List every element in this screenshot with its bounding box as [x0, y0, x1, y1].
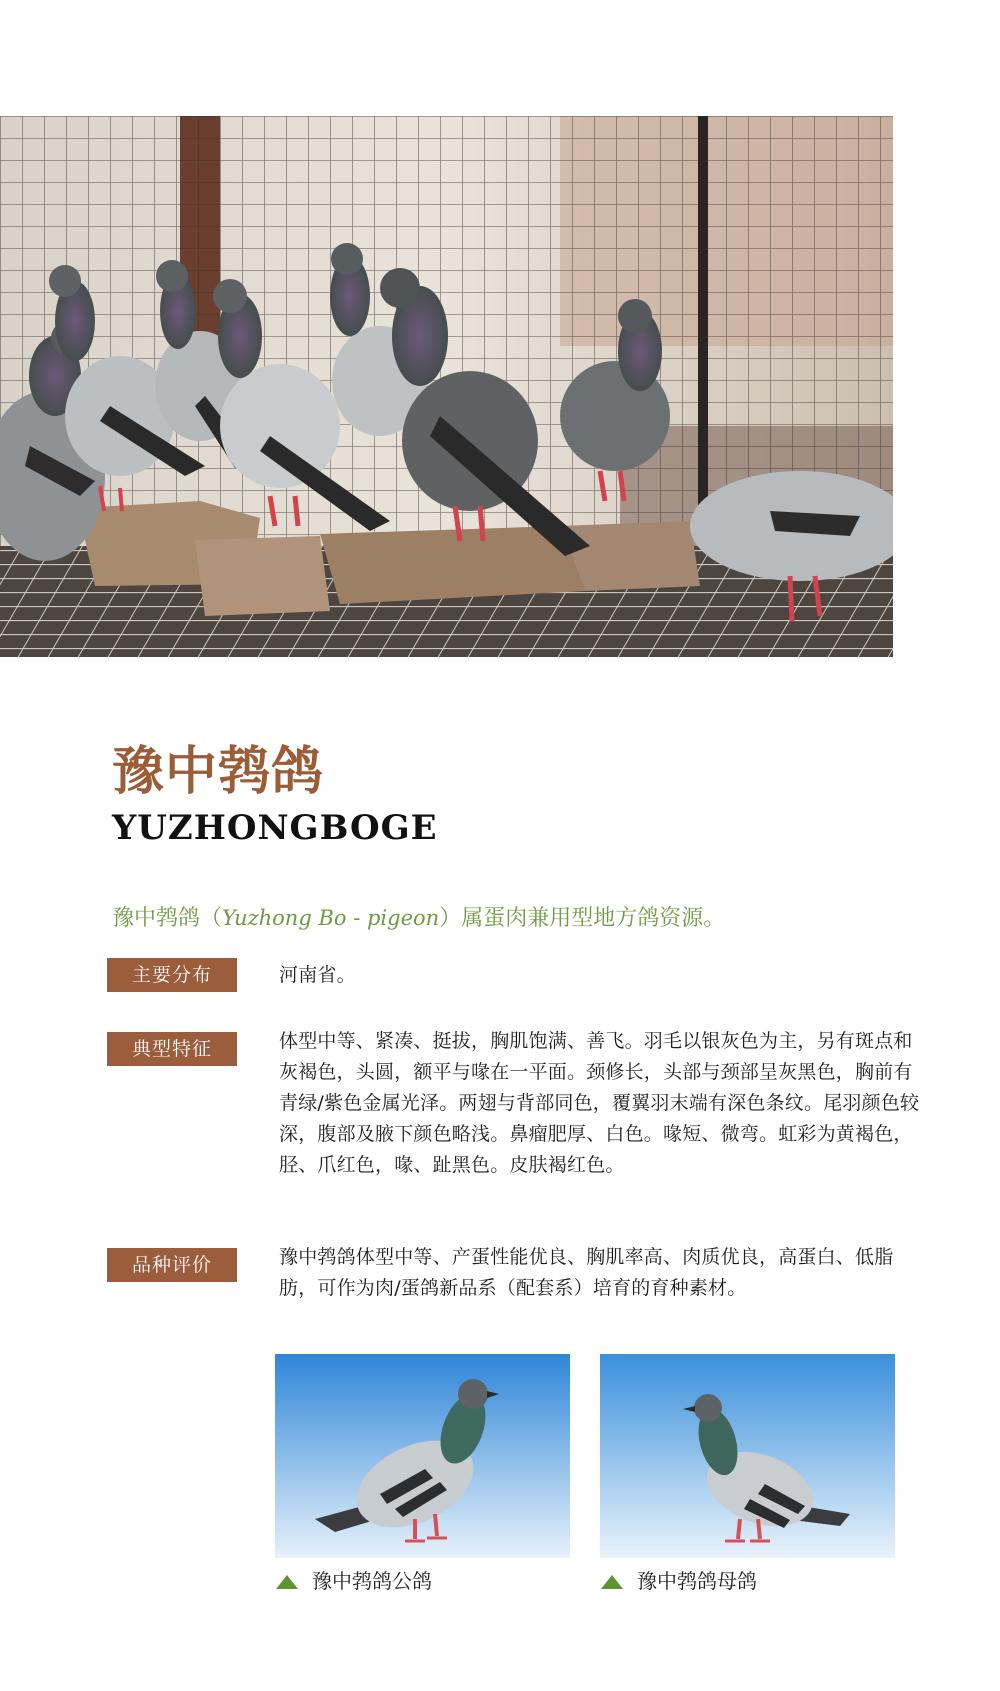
- caption-male-text: 豫中鹁鸽公鸽: [312, 1569, 432, 1593]
- intro-latin-name: Yuzhong Bo - pigeon: [222, 906, 440, 930]
- female-pigeon-illustration: [600, 1354, 895, 1558]
- intro-prefix: 豫中鹁鸽（: [112, 906, 223, 931]
- caption-female-text: 豫中鹁鸽母鸽: [637, 1569, 757, 1593]
- title-chinese: 豫中鹁鸽: [112, 742, 325, 802]
- photo-male-pigeon: [275, 1354, 570, 1558]
- pigeons-in-cage-illustration: [0, 116, 893, 657]
- triangle-up-icon: [601, 1575, 623, 1589]
- intro-line: [112, 902, 725, 935]
- photo-female-pigeon: [600, 1354, 895, 1558]
- caption-female: [601, 1566, 757, 1596]
- tag-distribution: 主要分布: [107, 958, 237, 992]
- tag-features: 典型特征: [107, 1032, 237, 1066]
- hero-photo: [0, 116, 893, 657]
- text-features: 体型中等、紧凑、挺拔，胸肌饱满、善飞。羽毛以银灰色为主，另有斑点和灰褐色，头圆，额平与喙在一平面。颈修长，头部与颈部呈灰黑色，胸前有青绿/紫色金属光泽。两翅与背部同色，覆翼羽末端有深色条纹。尾羽颜色较深，腹部及腋下颜色略浅。鼻瘤肥厚、白色。喙短、微弯。虹彩为黄褐色，胫、爪红色，喙、趾黑色。皮肤褐红色。: [279, 1030, 920, 1176]
- text-evaluation: 豫中鹁鸽体型中等、产蛋性能优良、胸肌率高、肉质优良，高蛋白、低脂肪，可作为肉/蛋鸽新品系（配套系）培育的育种素材。: [279, 1246, 894, 1299]
- caption-male: [276, 1566, 432, 1596]
- text-distribution: 河南省。: [279, 964, 356, 986]
- intro-suffix: ）属蛋肉兼用型地方鸽资源。: [439, 906, 726, 931]
- male-pigeon-illustration: [275, 1354, 570, 1558]
- triangle-up-icon: [276, 1575, 298, 1589]
- title-english: YUZHONGBOGE: [112, 808, 438, 848]
- tag-evaluation: 品种评价: [107, 1248, 237, 1282]
